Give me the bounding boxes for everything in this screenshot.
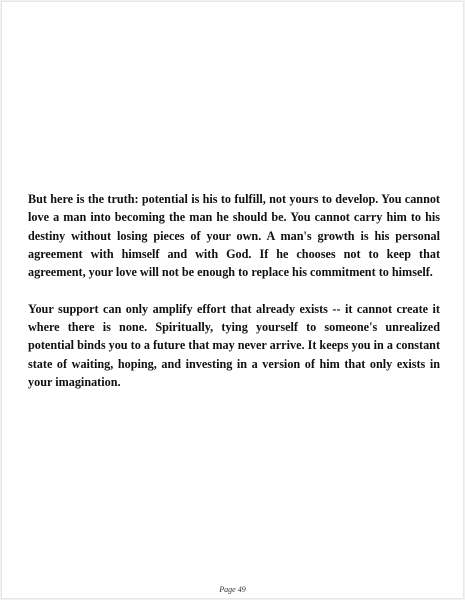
paragraph-2: Your support can only amplify effort that already exists -- it cannot create it where there is none. Spiritually, tying yourself to someone's unrealized potential binds you to a future that may never arrive. It keeps you in a constant state of waiting, hoping, and investing in a version of him that only exists in your imagination. — [28, 301, 440, 389]
paragraph-1: But here is the truth: potential is his to fulfill, not yours to develop. You cannot love a man into becoming the man he should be. You cannot carry him to his destiny without losing pieces of your own. A man's growth is his personal agreement with himself and with God. If he chooses not to keep that agreement, your love will not be enough to replace his commitment to himself. — [28, 192, 440, 280]
document-page — [2, 2, 463, 598]
body-text — [28, 190, 440, 410]
page-number: Page 49 — [219, 585, 246, 594]
